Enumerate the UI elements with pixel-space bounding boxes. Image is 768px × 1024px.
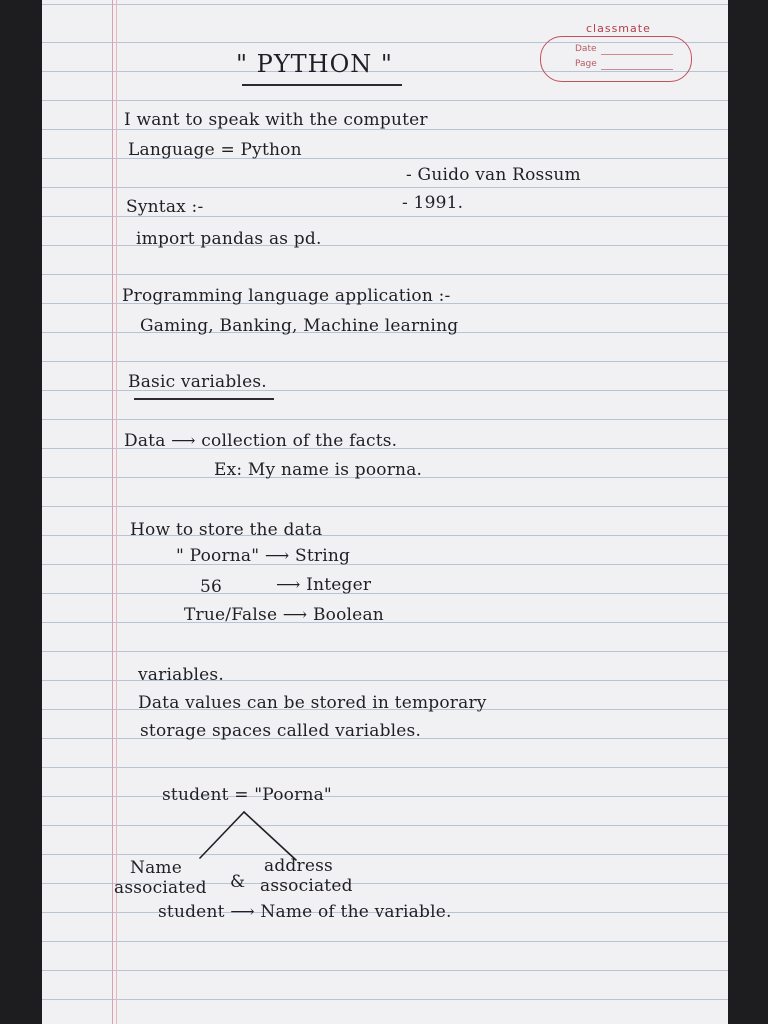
page-label: Page bbox=[575, 59, 597, 69]
title-underline bbox=[242, 84, 402, 86]
date-field-line bbox=[601, 54, 673, 55]
note-line: Ex: My name is poorna. bbox=[214, 460, 423, 480]
note-line: I want to speak with the computer bbox=[124, 110, 428, 130]
heading-underline bbox=[134, 398, 274, 400]
note-line: storage spaces called variables. bbox=[140, 721, 422, 741]
note-line: Data ⟶ collection of the facts. bbox=[124, 431, 398, 451]
note-line: How to store the data bbox=[130, 520, 323, 540]
note-line: Data values can be stored in temporary bbox=[138, 693, 487, 713]
notebook-page bbox=[42, 0, 728, 1024]
note-line: ⟶ Integer bbox=[276, 575, 372, 595]
section-heading: variables. bbox=[138, 665, 224, 685]
note-line: " Poorna" ⟶ String bbox=[176, 546, 351, 566]
note-line: True/False ⟶ Boolean bbox=[184, 605, 384, 625]
brand-label: classmate bbox=[586, 22, 651, 35]
section-heading: Basic variables. bbox=[128, 372, 267, 392]
note-line: associated bbox=[260, 876, 353, 896]
note-line: 56 bbox=[200, 577, 223, 597]
note-line: Programming language application :- bbox=[122, 286, 451, 306]
note-line: associated bbox=[114, 878, 207, 898]
note-line: & bbox=[230, 872, 246, 892]
note-line: Syntax :- bbox=[126, 197, 204, 217]
date-page-stamp bbox=[540, 36, 692, 82]
note-line: student = "Poorna" bbox=[162, 785, 332, 805]
page-title: " PYTHON " bbox=[236, 50, 393, 78]
note-line: address bbox=[264, 856, 333, 876]
note-line: - Guido van Rossum bbox=[406, 165, 581, 185]
note-line: student ⟶ Name of the variable. bbox=[158, 902, 452, 922]
note-line: - 1991. bbox=[402, 193, 464, 213]
note-line: Language = Python bbox=[128, 140, 302, 160]
page-field-line bbox=[601, 69, 673, 70]
margin-line-inner bbox=[116, 0, 117, 1024]
note-line: Gaming, Banking, Machine learning bbox=[140, 316, 459, 336]
note-line: Name bbox=[130, 858, 182, 878]
date-label: Date bbox=[575, 44, 597, 54]
note-line: import pandas as pd. bbox=[136, 229, 322, 249]
margin-line bbox=[112, 0, 113, 1024]
